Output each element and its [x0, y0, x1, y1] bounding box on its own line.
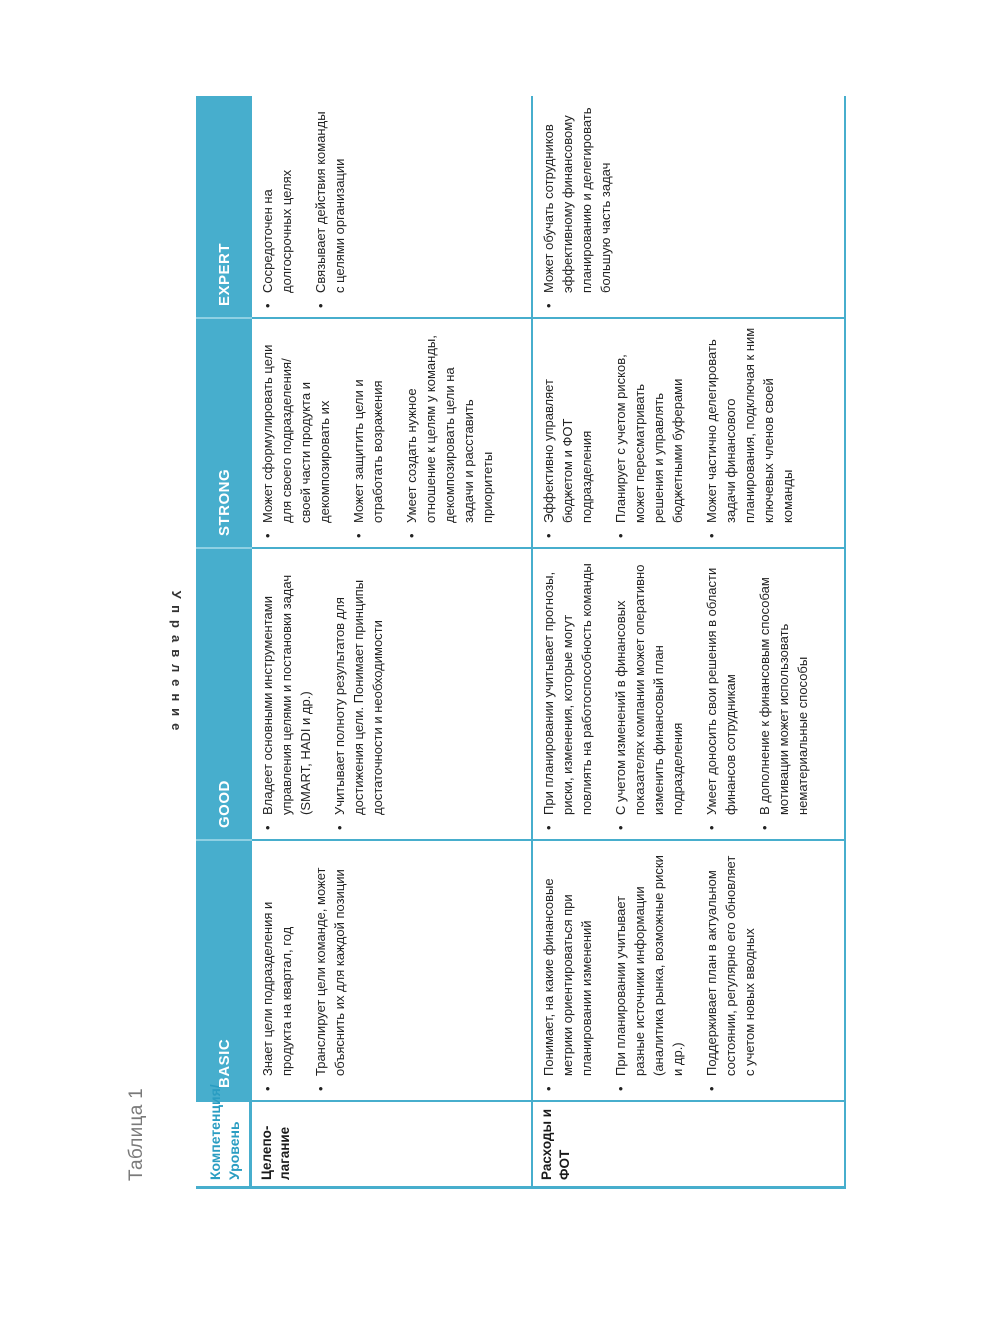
table-caption: Таблица 1 — [126, 1087, 147, 1181]
cell-goal-setting-good — [252, 549, 402, 839]
cell-expenses-expert — [533, 96, 630, 317]
list-item: • Может защитить цели и отработать возражения — [349, 327, 387, 523]
list-item: • Может сформулировать цели для своего подразделения/своей части продукта и декомпозировать их — [258, 327, 334, 523]
list-item: • С учетом изменений в финансовых показателях компании может оперативно изменить финансовый план подразделения — [611, 557, 687, 815]
list-item: • Учитывает полноту результатов для достижения цели. Понимает принципы достаточности и необходимости — [330, 557, 387, 815]
list-item: • Может обучать сотрудников эффективному финансовому планированию и делегировать большую часть задач — [539, 104, 615, 293]
header-competency-level: Компетенция/ Уровень — [196, 1102, 252, 1186]
row-name-expenses-payroll: Расходы и ФОТ — [539, 1108, 572, 1180]
header-divider — [196, 839, 252, 841]
list-item: • При планировании учитывает разные источники информации (аналитика рынка, возможные риски и др.) — [611, 849, 687, 1076]
list-item: • Умеет создать нужное отношение к целям у команды, декомпозировать цели на задачи и расставить приоритеты — [402, 327, 497, 523]
list-item: • В дополнение к финансовым способам мотивации может использовать нематериальные способы — [755, 557, 812, 815]
header-divider — [196, 547, 252, 549]
side-label-management: Управление — [169, 590, 185, 738]
header-expert: EXPERT — [215, 242, 233, 306]
list-item: • Планирует с учетом рисков, может пересматривать решения и управлять бюджетными буферами — [611, 327, 687, 523]
cell-goal-setting-strong — [252, 319, 512, 547]
cell-expenses-basic — [533, 841, 774, 1100]
cell-goal-setting-basic — [252, 841, 364, 1100]
list-item: • Владеет основными инструментами управления целями и постановки задач (SMART, HADI и др.) — [258, 557, 315, 815]
list-item: • Транслирует цели команде, может объяснить их для каждой позиции — [311, 849, 349, 1076]
competency-table — [196, 96, 846, 1189]
row-name-goal-setting: Целепо-лагание — [259, 1125, 292, 1180]
table-header — [196, 96, 252, 1186]
list-item: • Эффективно управляет бюджетом и ФОТ подразделения — [539, 327, 596, 523]
header-good: GOOD — [215, 780, 233, 828]
header-divider — [196, 317, 252, 319]
header-basic: BASIC — [215, 1038, 233, 1088]
list-item: • Сосредоточен на долгосрочных целях — [258, 104, 296, 293]
list-item: • При планировании учитывает прогнозы, риски, изменения, которые могут повлиять на работоспособность команды — [539, 557, 596, 815]
header-strong: STRONG — [215, 468, 233, 536]
list-item: • Умеет доносить свои решения в области финансов сотрудникам — [702, 557, 740, 815]
list-item: • Связывает действия команды с целями организации — [311, 104, 349, 293]
list-item: • Может частично делегировать задачи финансового планирования, подключая к ним ключевых членов своей команды — [702, 327, 797, 523]
list-item: • Знает цели подразделения и продукта на квартал, год — [258, 849, 296, 1076]
list-item: • Поддерживает план в актуальном состоянии, регулярно его обновляет с учетом новых вводных — [702, 849, 759, 1076]
cell-expenses-good — [533, 549, 827, 839]
row-divider — [844, 96, 846, 1186]
cell-expenses-strong — [533, 319, 812, 547]
list-item: • Понимает, на какие финансовые метрики ориентироваться при планировании изменений — [539, 849, 596, 1076]
column-divider — [252, 1100, 846, 1102]
cell-goal-setting-expert — [252, 96, 364, 317]
